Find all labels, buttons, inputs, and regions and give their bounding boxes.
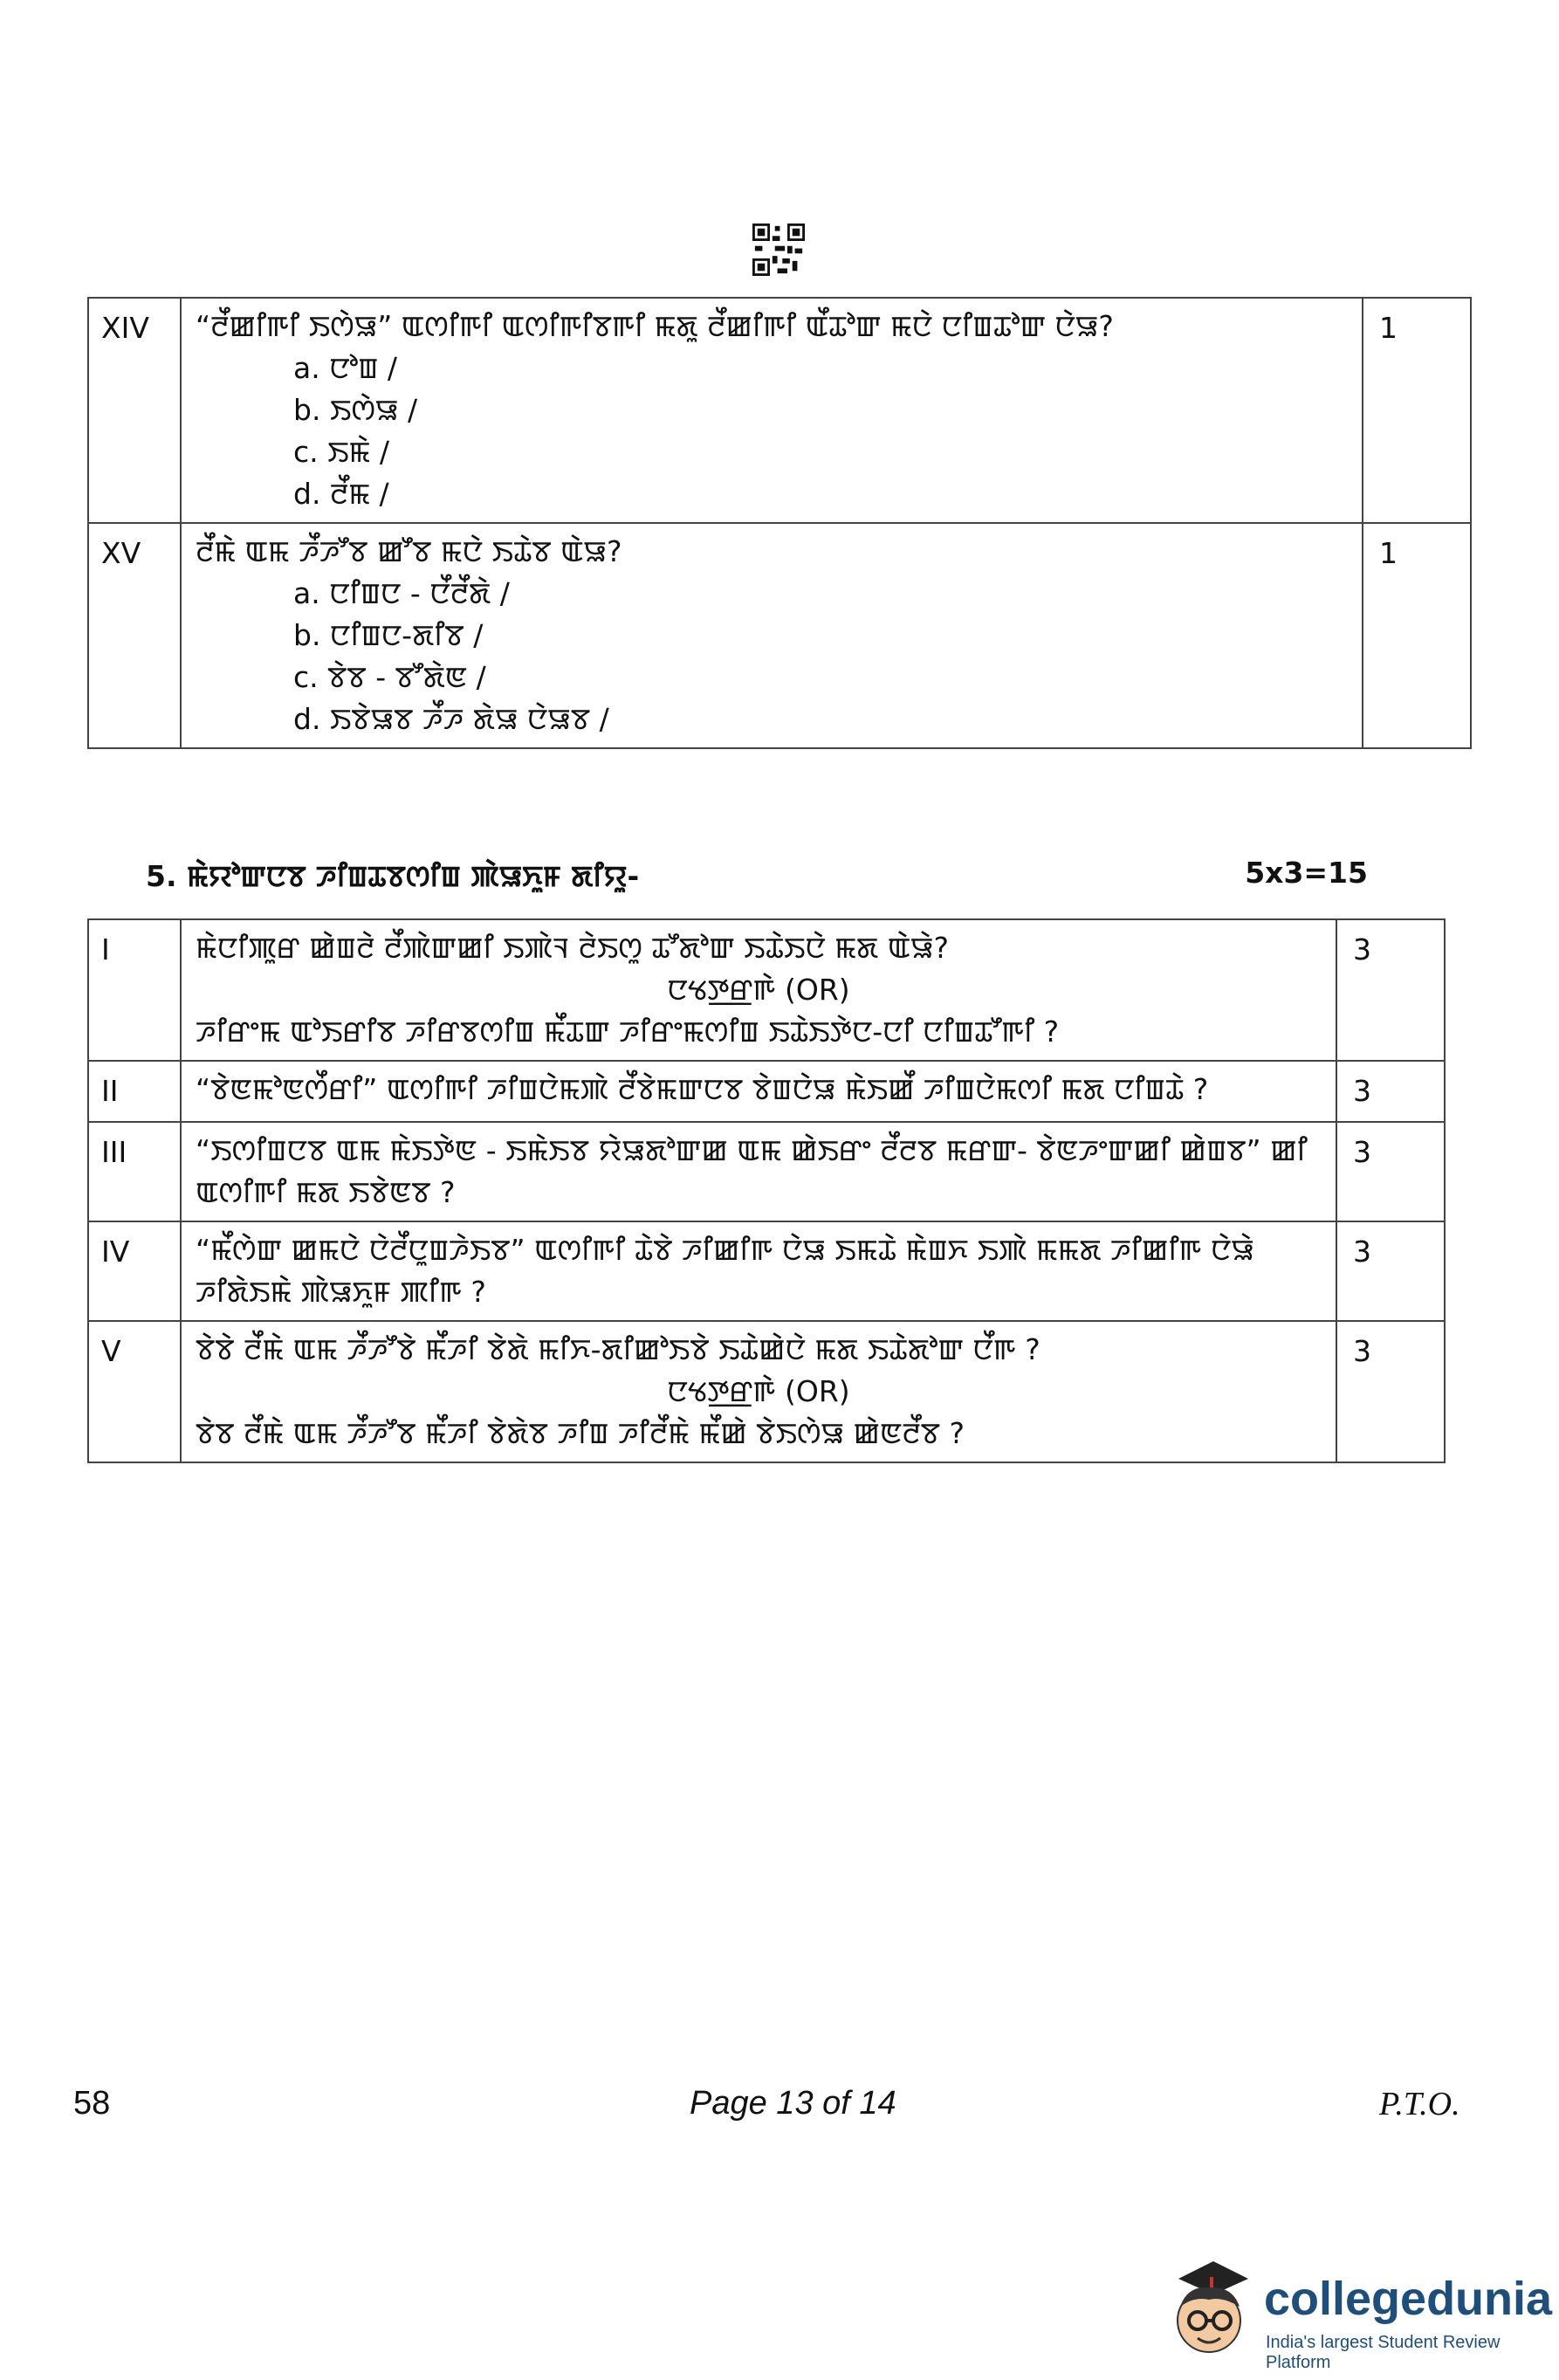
- marks-cell: 3: [1336, 1122, 1445, 1221]
- question-cell: [181, 1221, 1336, 1321]
- table-row: [88, 1122, 1445, 1221]
- or-label: ꯅꯠꯇ꯭ꯔꯒꯥ (OR): [667, 973, 850, 1007]
- question-number: V: [88, 1321, 181, 1462]
- section-marks: 5x3=15: [1245, 856, 1368, 890]
- question-text: ꯃꯥꯅꯤꯄꯨꯔ ꯀꯥꯡꯂꯥ ꯂꯩꯄꯥꯛꯀꯤ ꯏꯄꯥꯜ ꯂꯥꯏꯁꯨ ꯊꯧꯗꯣꯛ ꯏꯊꯥꯏꯅꯥ ꯃꯗ ꯑꯥꯎꯥ?: [196, 931, 950, 965]
- mascot-icon: [1161, 2253, 1257, 2375]
- table-row: [88, 298, 1471, 523]
- option: a. ꯅꯣꯡ /: [293, 351, 398, 385]
- question-text: “ꯏꯁꯤꯡꯅꯕ ꯑꯃ ꯃꯥꯏꯇꯥꯟ - ꯏꯃꯥꯏꯕ ꯌꯥꯎꯗꯣꯛꯀ ꯑꯃ ꯀꯥꯏꯔꯦ ꯂꯩꯂꯕ ꯃꯔꯛ- ꯕꯥꯟꯍꯦꯛꯀꯤ ꯀꯥꯡꯕ” ꯀꯤ ꯑꯁꯤꯒꯤ ꯃꯗ ꯏꯕꯥꯟꯕ ?: [196, 1133, 1308, 1209]
- question-text: ꯕꯥꯕꯥ ꯂꯩꯃꯥ ꯑꯃ ꯍꯩꯍꯧꯕꯥ ꯃꯩꯍꯤ ꯕꯥꯗꯥ ꯃꯤꯈ-ꯗꯤꯀꯣꯏꯕꯥ ꯏꯊꯥꯀꯥꯅꯥ ꯃꯗ ꯏꯊꯥꯗꯣꯛ ꯅꯩꯒ ?: [196, 1332, 1040, 1366]
- collegedunia-logo: [1161, 2253, 1553, 2375]
- pto-label: P.T.O.: [1379, 2086, 1460, 2122]
- marks-cell: 3: [1336, 919, 1445, 1061]
- question-cell: [181, 1061, 1336, 1122]
- question-text: “ꯕꯥꯟꯃꯣꯟꯁꯩꯔꯤ” ꯑꯁꯤꯒꯤ ꯍꯤꯡꯅꯥꯃꯄꯥ ꯂꯩꯕꯥꯃꯛꯅꯕ ꯕꯥꯡꯅꯥꯎ ꯃꯥꯏꯀꯩ ꯍꯤꯡꯅꯥꯃꯁꯤ ꯃꯗ ꯅꯤꯡꯊꯥ ?: [196, 1072, 1209, 1106]
- question-cell: [181, 919, 1336, 1061]
- question-number: XIV: [88, 298, 181, 523]
- option: d. ꯂꯩꯃ /: [293, 477, 389, 511]
- question-table-1: [87, 297, 1472, 749]
- question-number: I: [88, 919, 181, 1061]
- option: a. ꯅꯤꯡꯅ - ꯅꯩꯂꯩꯗꯥ /: [293, 576, 510, 610]
- table-row: [88, 1061, 1445, 1122]
- marks-cell: 1: [1363, 298, 1471, 523]
- marks-cell: 3: [1336, 1061, 1445, 1122]
- question-text: “ꯂꯩꯀꯤꯒꯤ ꯏꯁꯥꯎ” ꯑꯁꯤꯒꯤ ꯑꯁꯤꯒꯤꯕꯒꯤ ꯃꯗꯨ ꯂꯩꯀꯤꯒꯤ ꯑꯩꯊꯣꯛ ꯃꯅꯥ ꯅꯤꯡꯊꯣꯛ ꯅꯥꯎ?: [196, 309, 1114, 343]
- question-cell: [181, 1122, 1336, 1221]
- question-number: II: [88, 1061, 181, 1122]
- page-number: Page 13 of 14: [690, 2085, 896, 2122]
- question-cell: [181, 298, 1363, 523]
- option: d. ꯏꯕꯥꯎꯕ ꯍꯩꯍ ꯗꯥꯎ ꯅꯥꯎꯕ /: [293, 702, 609, 736]
- option: c. ꯕꯥꯕ - ꯕꯧꯗꯥꯟ /: [293, 660, 486, 694]
- question-table-2: [87, 918, 1446, 1463]
- page-code: 58: [73, 2085, 111, 2122]
- options-list: [293, 347, 1348, 515]
- option: b. ꯏꯁꯥꯎ /: [293, 393, 418, 427]
- section-heading: [146, 856, 1368, 896]
- alt-question-text: ꯍꯤꯔꯦꯃ ꯑꯣꯏꯔꯤꯕ ꯍꯤꯔꯕꯁꯤꯡ ꯃꯩꯊꯛ ꯍꯤꯔꯦꯃꯁꯤꯡ ꯏꯊꯥꯏꯇꯥꯅ-ꯅꯤ ꯅꯤꯡꯊꯧꯒꯤ ?: [196, 1015, 1060, 1049]
- section-title: 5. ꯃꯥꯌꯣꯛꯅꯕ ꯍꯤꯡꯊꯕꯁꯤꯡ ꯄꯥꯎꯈꯨꯝ ꯗꯤꯌꯨ-: [146, 859, 640, 893]
- qr-code-icon: [752, 224, 805, 276]
- option: b. ꯅꯤꯡꯅ-ꯗꯤꯕ /: [293, 618, 484, 652]
- question-text: “ꯃꯩꯁꯥꯛ ꯀꯃꯅꯥ ꯅꯥꯂꯩꯅꯨꯡꯍꯥꯏꯕ” ꯑꯁꯤꯒꯤ ꯊꯥꯕꯥ ꯍꯤꯀꯤꯒ ꯅꯥꯎ ꯏꯃꯊꯥ ꯃꯥꯡꯈ ꯏꯄꯥ ꯃꯃꯗ ꯍꯤꯀꯤꯒ ꯅꯥꯎꯥ ꯍꯤꯗꯥꯏꯃꯥ ꯄꯥꯎꯈꯨꯝ ꯄꯤꯒ ?: [196, 1233, 1254, 1309]
- question-number: III: [88, 1122, 181, 1221]
- question-number: XV: [88, 523, 181, 748]
- options-list: [293, 573, 1348, 740]
- alt-question-text: ꯕꯥꯕ ꯂꯩꯃꯥ ꯑꯃ ꯍꯩꯍꯧꯕ ꯃꯩꯍꯤ ꯕꯥꯗꯥꯕ ꯍꯤꯡ ꯍꯤꯂꯩꯃꯥ ꯃꯩꯀꯥ ꯕꯥꯏꯁꯥꯎ ꯀꯥꯟꯂꯩꯕ ?: [196, 1416, 965, 1450]
- question-number: IV: [88, 1221, 181, 1321]
- logo-name: collegedunia: [1264, 2273, 1553, 2325]
- table-row: [88, 523, 1471, 748]
- question-text: ꯂꯩꯃꯥ ꯑꯃ ꯍꯩꯍꯧꯕ ꯀꯧꯕ ꯃꯅꯥ ꯏꯊꯥꯕ ꯑꯥꯎ?: [196, 534, 622, 568]
- question-cell: [181, 523, 1363, 748]
- table-row: [88, 919, 1445, 1061]
- question-cell: [181, 1321, 1336, 1462]
- marks-cell: 3: [1336, 1321, 1445, 1462]
- table-row: [88, 1221, 1445, 1321]
- logo-tagline: India's largest Student Review Platform: [1266, 2333, 1501, 2372]
- marks-cell: 1: [1363, 523, 1471, 748]
- or-label: ꯅꯠꯇ꯭ꯔꯒꯥ (OR): [667, 1374, 850, 1408]
- option: c. ꯏꯃꯥ /: [293, 435, 389, 469]
- marks-cell: 3: [1336, 1221, 1445, 1321]
- table-row: [88, 1321, 1445, 1462]
